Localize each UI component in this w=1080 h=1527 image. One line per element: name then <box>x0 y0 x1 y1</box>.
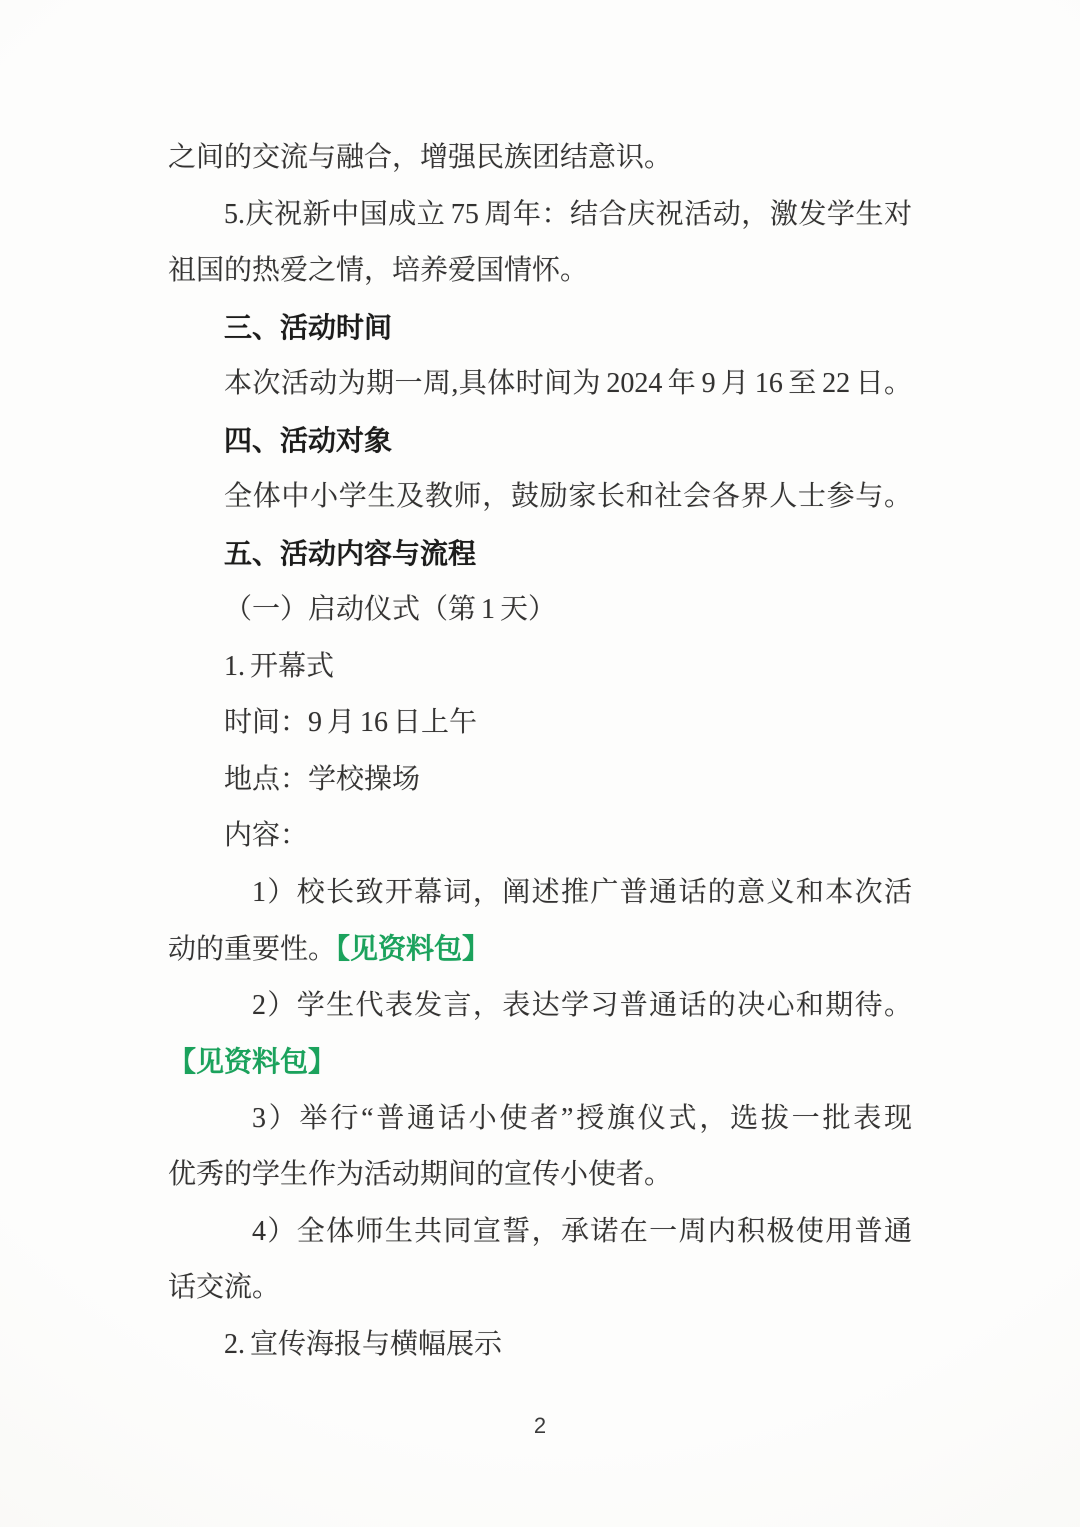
text-line <box>168 1091 912 1148</box>
text-run: 时间：9 月 16 日上午 <box>224 707 478 738</box>
text-run: 四、活动对象 <box>224 424 393 456</box>
heading-line <box>168 526 912 583</box>
text-line <box>168 1204 912 1261</box>
text-run: 3）举行“普通话小使者”授旗仪式，选拔一批表现 <box>252 1102 912 1134</box>
text-run: 2. 宣传海报与横幅展示 <box>224 1328 503 1360</box>
text-line <box>168 639 912 696</box>
text-line <box>168 1034 912 1091</box>
text-run: 地点：学校操场 <box>224 763 421 795</box>
text-line <box>168 1147 912 1204</box>
text-run: 之间的交流与融合，增强民族团结意识。 <box>168 142 673 173</box>
text-run: 4）全体师生共同宣誓，承诺在一周内积极使用普通 <box>252 1215 912 1247</box>
resource-pack-tag: 【见资料包】 <box>336 933 491 964</box>
heading-line <box>168 413 912 470</box>
text-run: 本次活动为期一周,具体时间为 2024 年 9 月 16 至 22 日。 <box>224 368 912 399</box>
text-line <box>168 1317 912 1374</box>
text-run: 全体中小学生及教师，鼓励家长和社会各界人士参与。 <box>224 481 912 512</box>
resource-pack-tag: 【见资料包】 <box>168 1046 337 1077</box>
text-run: 动的重要性。 <box>168 934 337 965</box>
text-run: 祖国的热爱之情，培养爱国情怀。 <box>168 255 589 286</box>
text-line <box>168 130 912 187</box>
text-line <box>168 865 912 922</box>
text-line <box>168 921 912 978</box>
text-line <box>168 808 912 865</box>
text-run: 1. 开幕式 <box>224 650 335 682</box>
heading-line <box>168 300 912 357</box>
text-run: 三、活动时间 <box>224 311 393 343</box>
text-run: （一）启动仪式（第 1 天） <box>224 594 557 625</box>
text-run: 五、活动内容与流程 <box>224 537 477 569</box>
text-line <box>168 356 912 413</box>
text-run: 内容： <box>224 820 309 851</box>
text-run: 1）校长致开幕词，阐述推广普通话的意义和本次活 <box>252 876 912 908</box>
text-line <box>168 752 912 809</box>
text-line <box>168 695 912 752</box>
text-run: 话交流。 <box>168 1272 281 1303</box>
text-line <box>168 1260 912 1317</box>
text-line <box>168 187 912 244</box>
text-run: 2）学生代表发言，表达学习普通话的决心和期待。 <box>252 989 912 1021</box>
text-line <box>168 469 912 526</box>
text-run: 5.庆祝新中国成立 75 周年：结合庆祝活动，激发学生对 <box>224 198 912 230</box>
page-number: 2 <box>533 1413 547 1438</box>
text-line <box>168 582 912 639</box>
text-line <box>168 978 912 1035</box>
text-run: 优秀的学生作为活动期间的宣传小使者。 <box>168 1159 673 1190</box>
document-body <box>168 130 912 1373</box>
text-line <box>168 243 912 300</box>
